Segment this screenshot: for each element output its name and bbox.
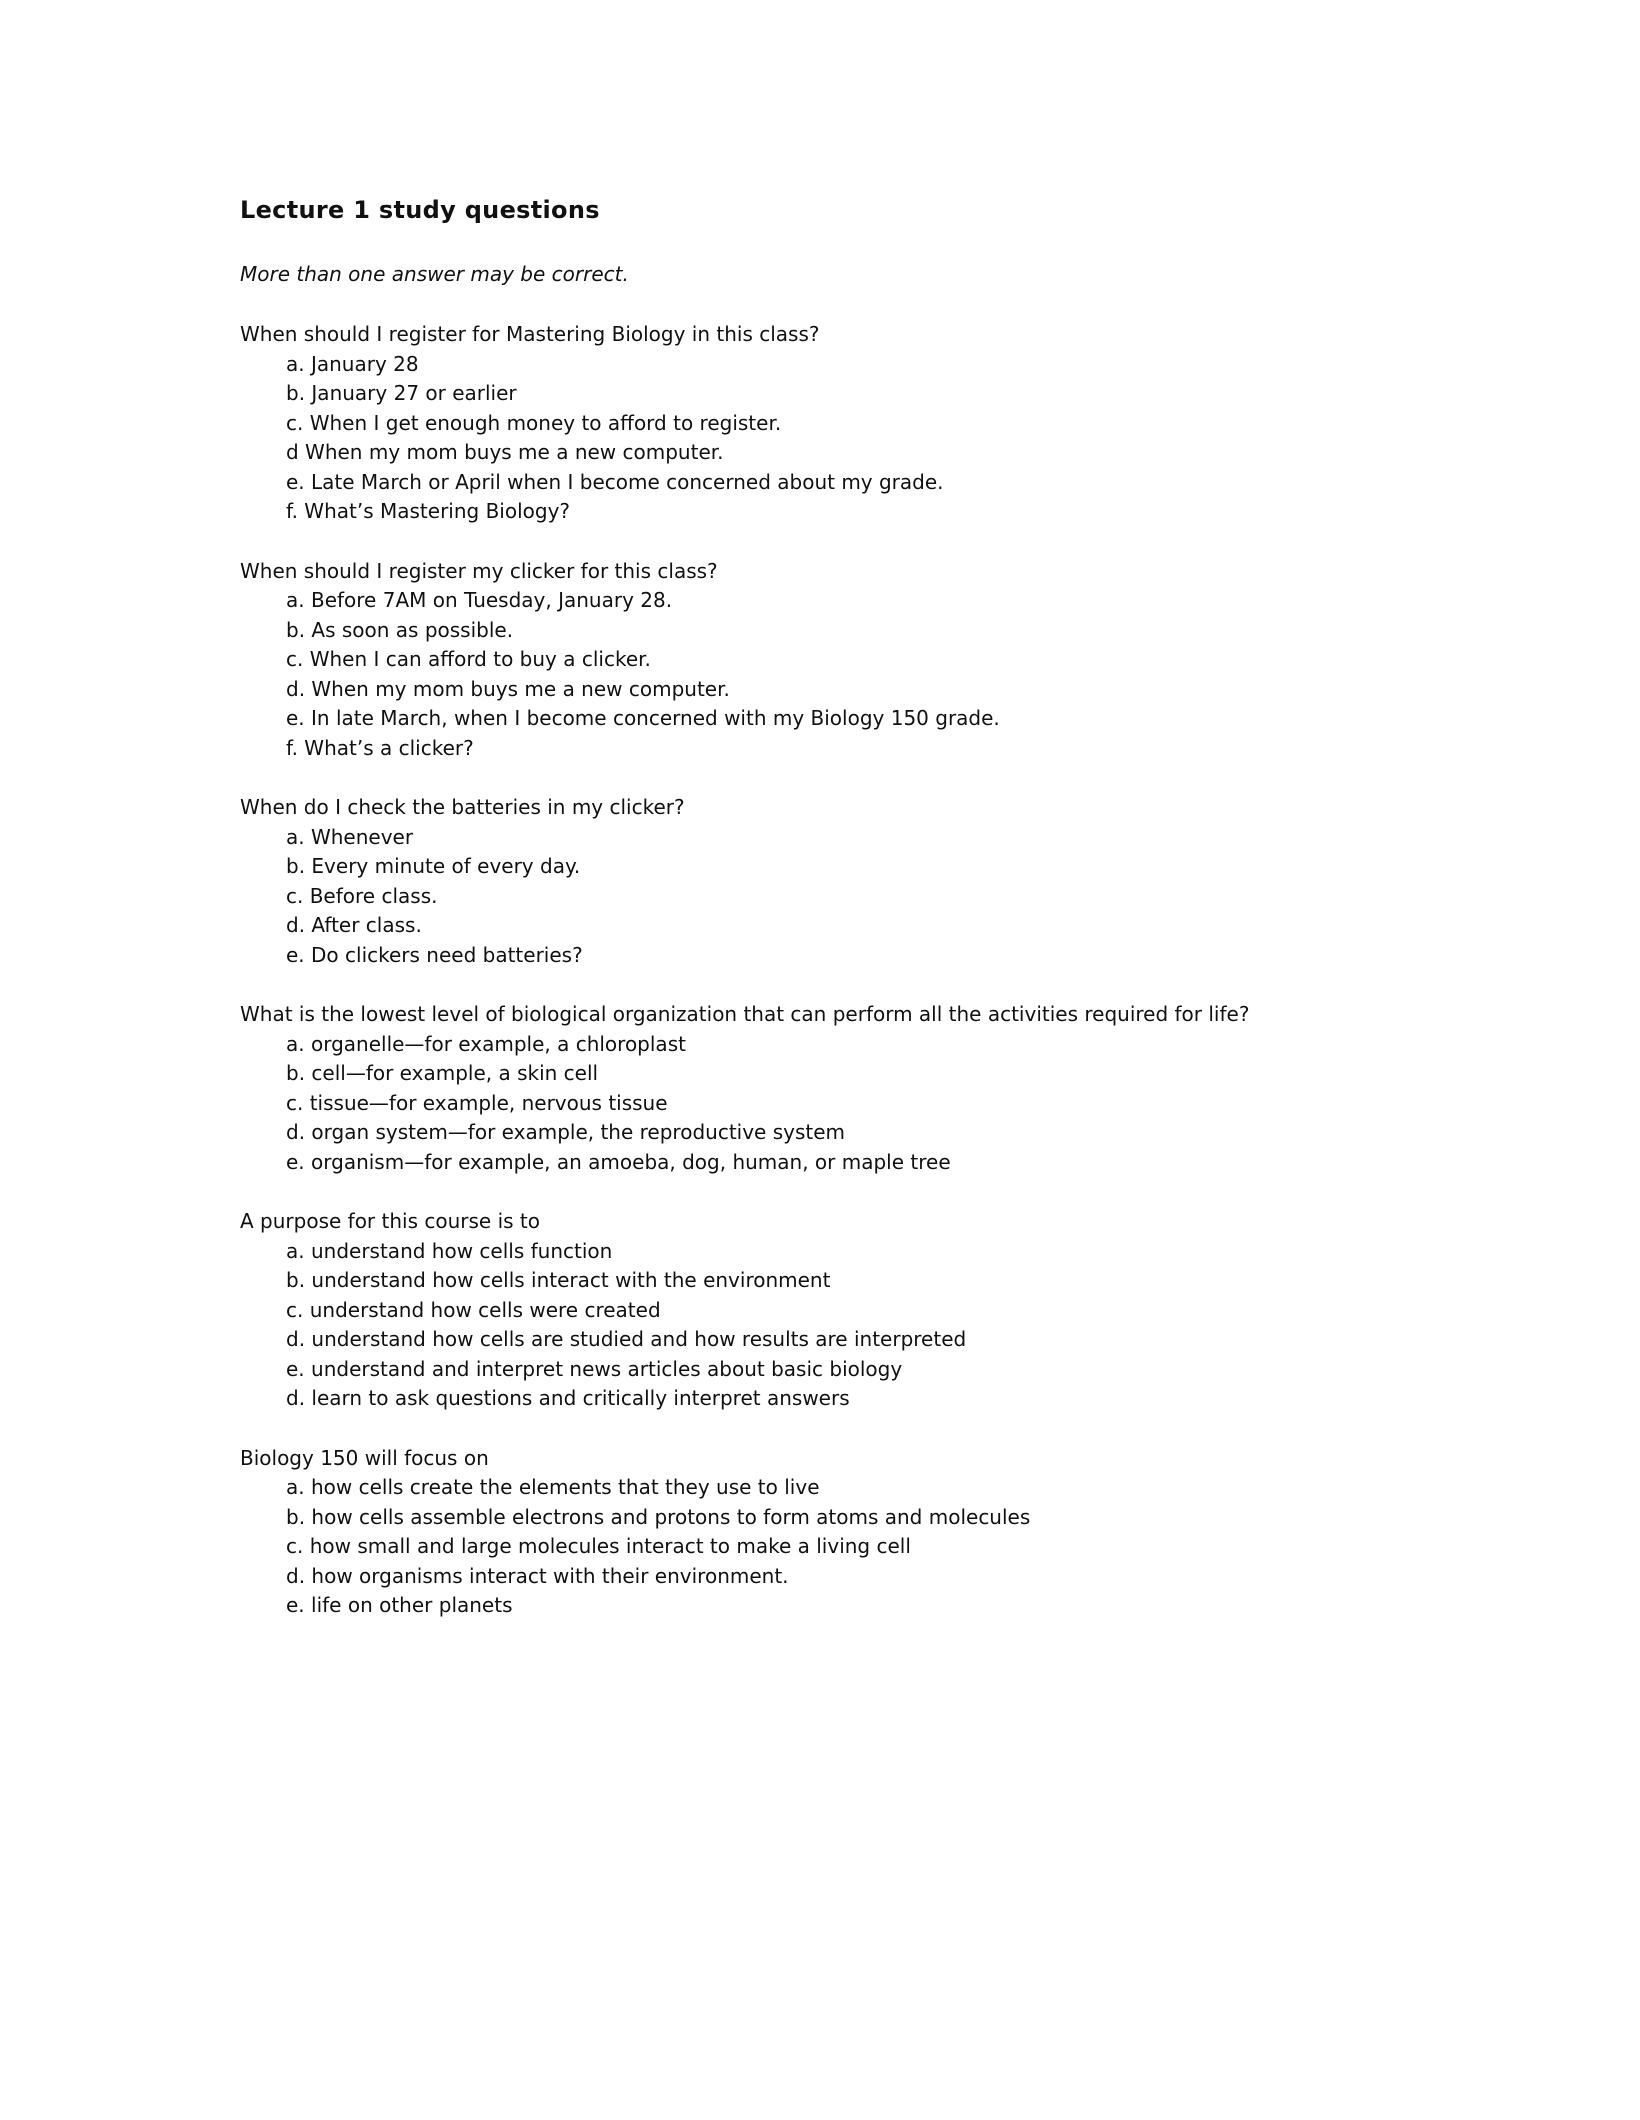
document-note: More than one answer may be correct. [240,262,629,286]
answer-list [240,1237,1540,1414]
answer-option: d. how organisms interact with their environment. [286,1563,789,1588]
question-block [240,1444,1540,1621]
answer-option: e. life on other planets [286,1593,513,1617]
answer-option: b. January 27 or earlier [286,381,517,405]
answer-option: e. organism—for example, an amoeba, dog, human, or maple tree [286,1149,951,1174]
answer-option: c. When I get enough money to afford to register. [286,410,782,435]
answer-option: f. What’s a clicker? [286,735,474,760]
question-list [240,320,1540,1651]
answer-option: a. organelle—for example, a chloroplast [286,1031,686,1056]
answer-option: d. When my mom buys me a new computer. [286,676,730,701]
answer-option: e. understand and interpret news articles about basic biology [286,1356,903,1381]
answer-option: c. When I can afford to buy a clicker. [286,647,651,671]
question-text: When should I register for Mastering Biology in this class? [240,322,820,346]
answer-option: b. Every minute of every day. [286,854,581,878]
answer-option: f. What’s Mastering Biology? [286,499,571,523]
answer-list [240,823,1540,971]
document-title: Lecture 1 study questions [240,196,600,224]
question-block [240,557,1540,764]
question-text: A purpose for this course is to [240,1209,540,1233]
question-block [240,1207,1540,1414]
answer-option: e. Do clickers need batteries? [286,942,583,967]
answer-list [240,1473,1540,1621]
answer-option: b. understand how cells interact with the environment [286,1268,831,1292]
answer-option: d. After class. [286,913,422,937]
answer-option: d When my mom buys me a new computer. [286,440,724,464]
answer-option: d. learn to ask questions and critically interpret answers [286,1386,850,1410]
answer-option: e. In late March, when I become concerned with my Biology 150 grade. [286,706,1000,730]
answer-option: b. how cells assemble electrons and protons to form atoms and molecules [286,1504,1031,1529]
answer-option: a. Whenever [286,824,414,849]
question-block [240,793,1540,970]
question-block [240,320,1540,527]
answer-option: b. As soon as possible. [286,617,514,642]
answer-list [240,586,1540,763]
answer-option: c. tissue—for example, nervous tissue [286,1090,668,1115]
question-text: Biology 150 will focus on [240,1445,489,1470]
answer-option: a. January 28 [286,351,419,376]
answer-option: e. Late March or April when I become concerned about my grade. [286,469,944,494]
answer-option: c. Before class. [286,883,438,908]
answer-list [240,350,1540,527]
answer-option: a. understand how cells function [286,1238,613,1263]
question-text: When do I check the batteries in my clicker? [240,795,685,819]
answer-option: c. how small and large molecules interact to make a living cell [286,1534,911,1558]
answer-option: b. cell—for example, a skin cell [286,1061,599,1085]
answer-option: a. how cells create the elements that they use to live [286,1475,820,1499]
answer-option: c. understand how cells were created [286,1297,661,1322]
answer-option: a. Before 7AM on Tuesday, January 28. [286,588,673,612]
answer-list [240,1030,1540,1178]
question-text: What is the lowest level of biological organization that can perform all the activities required for life? [240,1002,1250,1026]
question-text: When should I register my clicker for this class? [240,558,718,583]
answer-option: d. organ system—for example, the reproductive system [286,1120,846,1144]
question-block [240,1000,1540,1177]
answer-option: d. understand how cells are studied and how results are interpreted [286,1327,967,1351]
